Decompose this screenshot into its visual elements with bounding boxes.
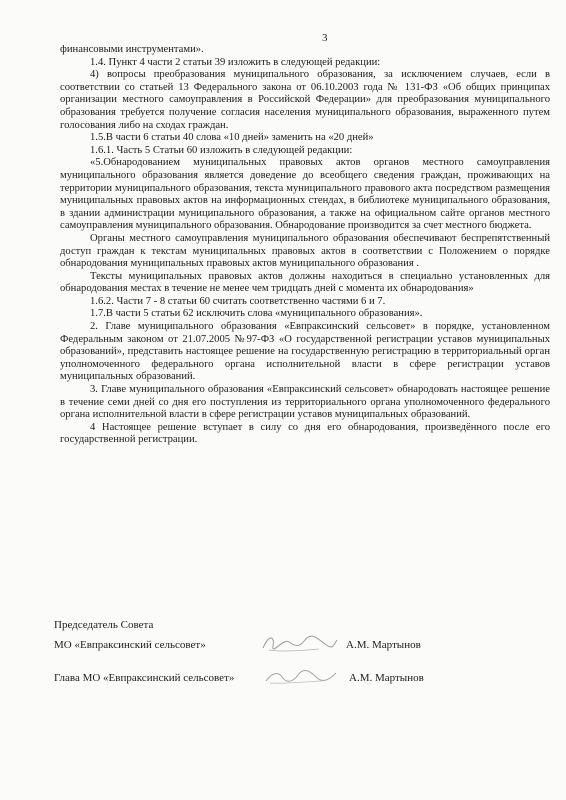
head-signature-icon: [264, 665, 338, 689]
paragraph: Органы местного самоуправления муниципального образования обеспечивают беспрепятственный доступ граждан к текстам муниципальных правовых актов в соответствии с Положением о порядке обнародования муниципальных правовых актов муниципального образования .: [60, 232, 550, 270]
chairman-signature-icon: [259, 630, 339, 656]
paragraph: 4) вопросы преобразования муниципального образования, за исключением случаев, если в соответствии со статьей 13 Федерального закона от 06.10.2003 года № 131-ФЗ «Об общих принципах организации местного самоуправления в Российской Федерации» для преобразования муниципального образования требуется получение согласия населения муниципального образования, выраженного путем голосования либо на сходах граждан.: [60, 69, 550, 131]
paragraph: 4 Настоящее решение вступает в силу со дня его обнародования, произведённого после его государственной регистрации.: [60, 421, 550, 446]
paragraph: 1.6.2. Части 7 - 8 статьи 60 считать соответственно частями 6 и 7.: [90, 295, 386, 307]
paragraph: 1.5.В части 6 статьи 40 слова «10 дней» заменить на «20 дней»: [90, 132, 374, 144]
page-number: 3: [322, 32, 328, 44]
paragraph: «5.Обнародованием муниципальных правовых актов органов местного самоуправления муниципального образования является доведение до всеобщего сведения граждан, проживающих на территории муниципального образования, текста муниципального правового акта посредством размещения муниципальных правовых актов на информационных стендах, в библиотеке муниципального образования, в здании администрации муниципального образования, а также на официальном сайте органов местного самоуправления муниципального образования. Обнародование производится за счет местного бюджета.: [60, 157, 550, 232]
chairman-org: МО «Евпраксинский сельсовет»: [54, 639, 206, 651]
document-body: [60, 44, 550, 447]
chairman-title: Председатель Совета: [54, 619, 154, 631]
head-name: А.М. Мартынов: [349, 672, 424, 684]
head-title: Глава МО «Евпраксинский сельсовет»: [54, 672, 235, 684]
paragraph: 1.7.В части 5 статьи 62 исключить слова «муниципального образования».: [90, 308, 423, 320]
paragraph: Тексты муниципальных правовых актов должны находиться в специально установленных для обнародования местах в течение не менее чем тридцать дней с момента их обнародования»: [60, 270, 550, 295]
paragraph: 1.6.1. Часть 5 Статьи 60 изложить в следующей редакции:: [90, 144, 353, 156]
paragraph: 1.4. Пункт 4 части 2 статьи 39 изложить в следующей редакции:: [90, 56, 381, 68]
signature-block: [54, 618, 524, 687]
paragraph: финансовыми инструментами».: [60, 44, 204, 55]
paragraph: 3. Главе муниципального образования «Евпраксинский сельсовет» обнародовать настоящее решение в течение семи дней со дня его поступления из территориального органа уполномоченного федерального органа исполнительной власти в сфере регистрации уставов муниципальных образований.: [60, 384, 550, 421]
paragraph: 2. Главе муниципального образования «Евпраксинский сельсовет» в порядке, установленном Федеральным законом от 21.07.2005 №97-ФЗ «О государственной регистрации уставов муниципальных образований», представить настоящее решение на государственную регистрацию в территориальный орган уполномоченного федерального органа исполнительной власти в сфере регистрации уставов муниципальных образований.: [60, 321, 550, 383]
chairman-name: А.М. Мартынов: [346, 639, 421, 651]
